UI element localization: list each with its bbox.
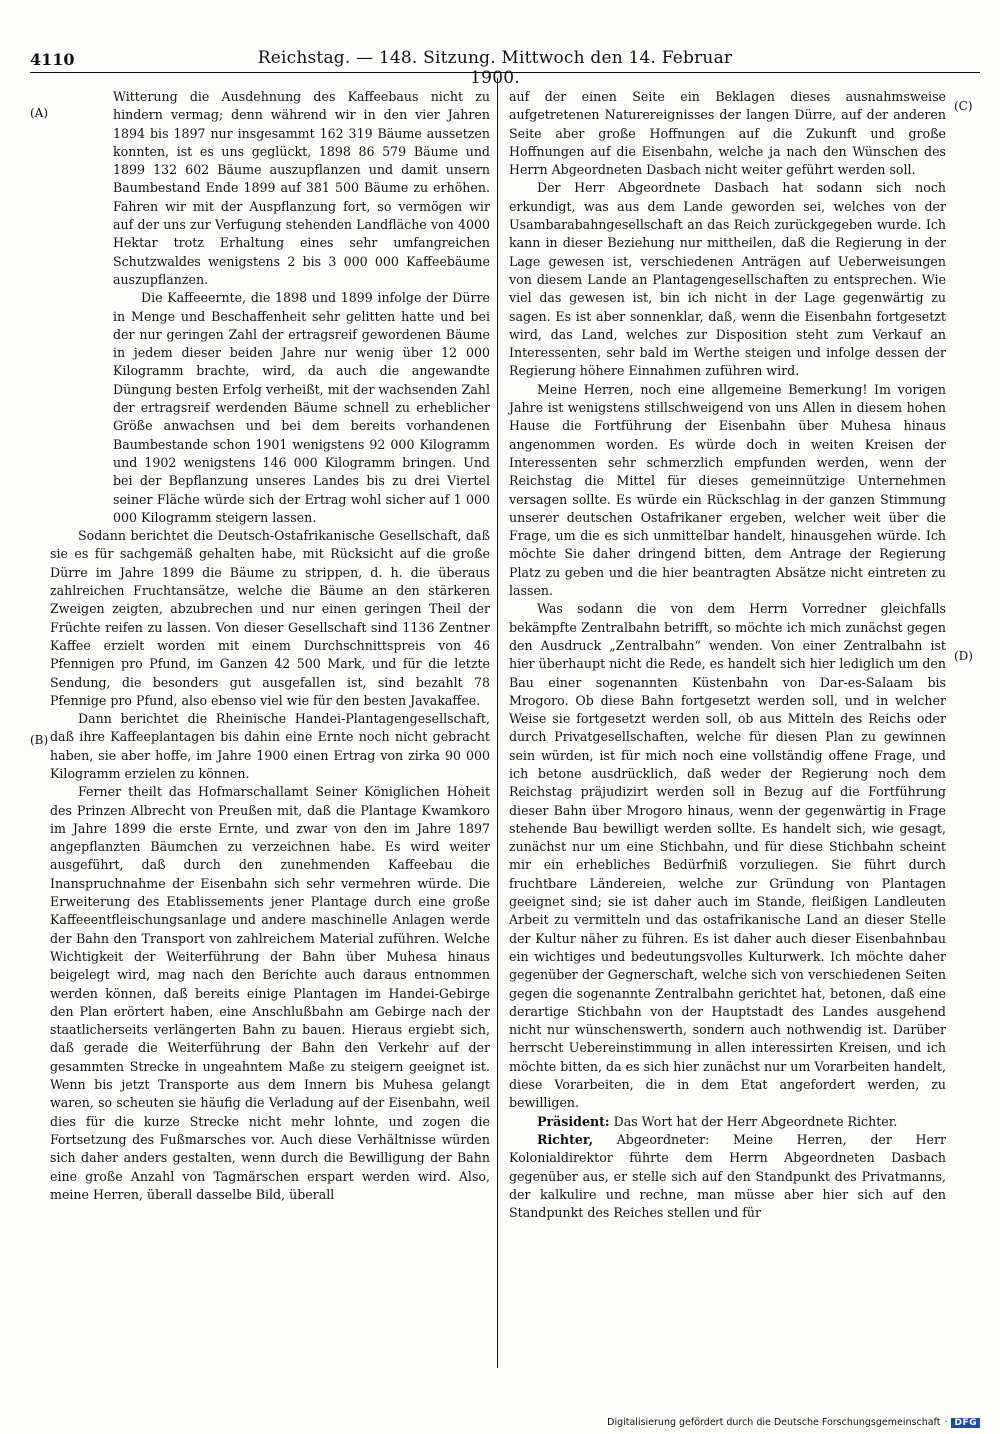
margin-marker-c: (C)	[954, 99, 973, 113]
separator: ·	[944, 1417, 948, 1428]
paragraph: Meine Herren, noch eine allgemeine Bemerkung! Im vorigen Jahre ist wenigstens stillschweigend von uns Allen in diesem hohen Hause die Fortführung der Eisenbahn über Muhesa hinaus angenommen worden. Es würde doch in weiten Kreisen der Interessenten sehr schmerzlich empfunden werden, wenn der Reichstag die Mittel für dieses gemeinnützige Unternehmen versagen sollte. Es würde ein Rückschlag in der ganzen Stimmung unserer deutschen Ostafrikaner ergeben, welcher weit über die Frage, um die es sich unmittelbar handelt, hinausgehen würde. Ich möchte Sie daher dringend bitten, dem Antrage der Regierung Platz zu geben und die hier beantragten Absätze nicht eintreten zu lassen.	[509, 381, 946, 599]
page-number: 4110	[30, 50, 75, 69]
left-column	[50, 88, 490, 1204]
paragraph: Sodann berichtet die Deutsch-Ostafrikanische Gesellschaft, daß sie es für sachgemäß gehalten habe, mit Rücksicht auf die große Dürre im Jahre 1899 die Bäume zu strippen, d. h. die überaus zahlreichen Fruchtansätze, welche die Bäume an den stärkeren Zweigen zeigten, abzubrechen und nur einen geringen Theil der Früchte reifen zu lassen. Von dieser Gesellschaft sind 1136 Zentner Kaffee erzielt worden mit einem Durchschnittspreis von 46 Pfennigen pro Pfund, im Ganzen 42 500 Mark, und für die letzte Sendung, die besonders gut ausgefallen ist, sind bezahlt 78 Pfennige pro Pfund, also ebenso viel wie für den besten Javakaffee.	[50, 528, 490, 708]
speech-richter	[509, 1131, 946, 1222]
running-head: Reichstag. — 148. Sitzung. Mittwoch den 14. Februar 1900.	[257, 48, 733, 88]
margin-marker-b: (B)	[30, 733, 49, 747]
footer-credit	[607, 1417, 980, 1428]
speech-text: Das Wort hat der Herr Abgeordnete Richter.	[609, 1113, 898, 1129]
speech-text: Abgeordneter: Meine Herren, der Herr Kolonialdirektor führte dem Herrn Abgeordneten Dasbach gegenüber aus, er stelle sich auf den Standpunkt des Privatmanns, der kalkulire und rechne, man müsse aber hier sich auf den Standpunkt des Reiches stellen und für	[509, 1131, 946, 1221]
header-rule	[30, 72, 980, 73]
right-column	[509, 88, 946, 1222]
column-divider	[497, 78, 498, 1368]
margin-marker-a: (A)	[30, 106, 49, 120]
paragraph: Ferner theilt das Hofmarschallamt Seiner Königlichen Hoheit des Prinzen Albrecht von Preußen mit, daß die Plantage Kwamkoro im Jahre 1899 die erste Ernte, und zwar von den im Jahre 1897 angepflanzten Bäumchen zu verzeichnen habe. Es wird weiter ausgeführt, daß durch den zunehmenden Kaffeebau die Inanspruchnahme der Eisenbahn sich sehr vermehren würde. Die Erweiterung des Etablissements jener Plantage durch eine große Kaffeeentfleischungsanlage und andere maschinelle Anlagen werde der Bahn den Transport von zahlreichem Material zuführen. Welche Wichtigkeit der Weiterführung der Bahn über Muhesa hinaus beigelegt wird, mag nach den Berichte auch daraus entnommen werden können, daß bereits einige Plantagen im Handei-Gebirge den Plan erörtert haben, eine Anschlußbahn am Gebirge nach der staatlicherseits verlängerten Bahn zu bauen. Hieraus ergiebt sich, daß gerade die Weiterführung der Bahn den Verkehr auf der gesammten Strecke in ungeahntem Maße zu steigern geeignet ist. Wenn bis jetzt Transporte aus dem Innern bis Muhesa gelangt waren, so scheuten sie häufig die Verladung auf der Eisenbahn, weil dies für die kurze Strecke nicht mehr lohnte, und zogen die Fortsetzung des Fußmarsches vor. Auch diese Verhältnisse würden sich daher anders gestalten, wenn durch die Bewilligung der Bahn eine große Anzahl von Tagmärschen erspart werden wird. Also, meine Herren, überall dasselbe Bild, überall	[50, 784, 490, 1202]
margin-marker-d: (D)	[954, 649, 973, 663]
paragraph: auf der einen Seite ein Beklagen dieses ausnahmsweise aufgetretenen Naturereignisses der langen Dürre, auf der anderen Seite aber große Hoffnungen auf die Zukunft und große Hoffnungen auf die Eisenbahn, welche ja nach den Wünschen des Herrn Abgeordneten Dasbach nicht weiter geführt werden soll.	[509, 89, 946, 178]
paragraph: Was sodann die von dem Herrn Vorredner gleichfalls bekämpfte Zentralbahn betrifft, so möchte ich mich zunächst gegen den Ausdruck „Zentralbahn“ wenden. Von einer Zentralbahn ist hier überhaupt nicht die Rede, es handelt sich hier lediglich um den Bau einer sogenannten Küstenbahn von Dar-es-Salaam bis Mrogoro. Ob diese Bahn fortgesetzt werden soll, und in welcher Weise sie fortgesetzt werden soll, ob aus Mitteln des Reichs oder durch Privatgesellschaften, welche für diesen Plan zu gewinnen sein würden, ist für mich noch eine vollständig offene Frage, und ich betone ausdrücklich, daß weder der Regierung noch dem Reichstag präjudizirt werden soll in Bezug auf die Fortführung dieser Bahn über Mrogoro hinaus, wenn der gegenwärtig in Frage stehende Bau bewilligt werden sollte. Es handelt sich, wie gesagt, zunächst nur um eine Stichbahn, und für diese Stichbahn scheint mir ein erhebliches Bedürfniß vorzuliegen. Sie führt durch fruchtbare Ländereien, welche zur Gründung von Plantagen geeignet sind; sie ist daher auch im Stande, fleißigen Landleuten Arbeit zu vermitteln und das ostafrikanische Land an dieser Stelle der Kultur näher zu führen. Es ist daher auch dieser Eisenbahnbau ein wichtiges und bedeutungsvolles Kulturwerk. Ich möchte daher gegenüber der Gegnerschaft, welche sich von verschiedenen Seiten gegen die sogenannte Zentralbahn gerichtet hat, betonen, daß eine derartige Stichbahn von der Hauptstadt des Landes ausgehend nicht nur wünschenswerth, sondern auch nothwendig ist. Darüber herrscht Uebereinstimmung in allen interessirten Kreisen, und ich möchte bitten, da es sich hier zunächst nur um Vorarbeiten handelt, diese Vorarbeiten, die in dem Etat angefordert werden, zu bewilligen.	[509, 601, 946, 1111]
paragraph: Witterung die Ausdehnung des Kaffeebaus nicht zu hindern vermag; denn während wir in den vier Jahren 1894 bis 1897 nur insgesammt 162 319 Bäume aussetzen konnten, ist es uns geglückt, 1898 86 579 Bäume und 1899 132 602 Bäume auszupflanzen und damit unsern Baumbestand Ende 1899 auf 381 500 Bäume zu erhöhen. Fahren wir mit der Auspflanzung fort, so vermögen wir auf der uns zur Verfugung stehenden Landfläche von 4000 Hektar trotz Erhaltung eines sehr umfangreichen Schutzwaldes wenigstens 2 bis 3 000 000 Kaffeebäume auszupflanzen.	[113, 89, 490, 287]
speech-president	[509, 1113, 946, 1131]
speaker-name: Präsident:	[537, 1113, 610, 1129]
footer-text: Digitalisierung gefördert durch die Deutsche Forschungsgemeinschaft	[607, 1417, 941, 1428]
paragraph: Der Herr Abgeordnete Dasbach hat sodann sich noch erkundigt, was aus dem Lande geworden sei, welches von der Usambarabahngesellschaft an das Reich zurückgegeben wurde. Ich kann in dieser Beziehung nur mittheilen, daß die Regierung in der Lage gewesen ist, verschiedenen Anträgen auf Ueberweisungen von diesem Lande an Plantagengesellschaften zu entsprechen. Wie viel das gewesen ist, bin ich nicht in der Lage gegenwärtig zu sagen. Es ist aber sonnenklar, daß, wenn die Eisenbahn fortgesetzt wird, das Land, welches zur Disposition steht zum Verkauf an Interessenten, sehr bald im Werthe steigen und infolge dessen der Regierung höhere Einnahmen zuführen wird.	[509, 180, 946, 379]
paragraph: Die Kaffeeernte, die 1898 und 1899 infolge der Dürre in Menge und Beschaffenheit sehr gelitten hatte und bei der nur geringen Zahl der ertragsreif gewordenen Bäume in jedem dieser beiden Jahre nur wenig über 12 000 Kilogramm brachte, wird, da auch die angewandte Düngung besten Erfolg verheißt, mit der wachsenden Zahl der ertragsreif werdenden Bäume schnell zu erheblicher Größe anwachsen und bei dem bereits vorhandenen Baumbestande schon 1901 wenigstens 92 000 Kilogramm und 1902 wenigstens 146 000 Kilogramm bringen. Und bei der Bepflanzung unseres Landes bis zu drei Viertel seiner Fläche würde sich der Ertrag wohl sicher auf 1 000 000 Kilogramm steigern lassen.	[113, 290, 490, 525]
paragraph: Dann berichtet die Rheinische Handei-Plantagengesellschaft, daß ihre Kaffeeplantagen bis dahin eine Ernte noch nicht gebracht haben, sie aber hoffe, im Jahre 1900 einen Ertrag von zirka 90 000 Kilogramm erzielen zu können.	[50, 711, 490, 781]
dfg-logo: DFG	[951, 1418, 980, 1428]
speaker-name: Richter,	[537, 1131, 594, 1147]
